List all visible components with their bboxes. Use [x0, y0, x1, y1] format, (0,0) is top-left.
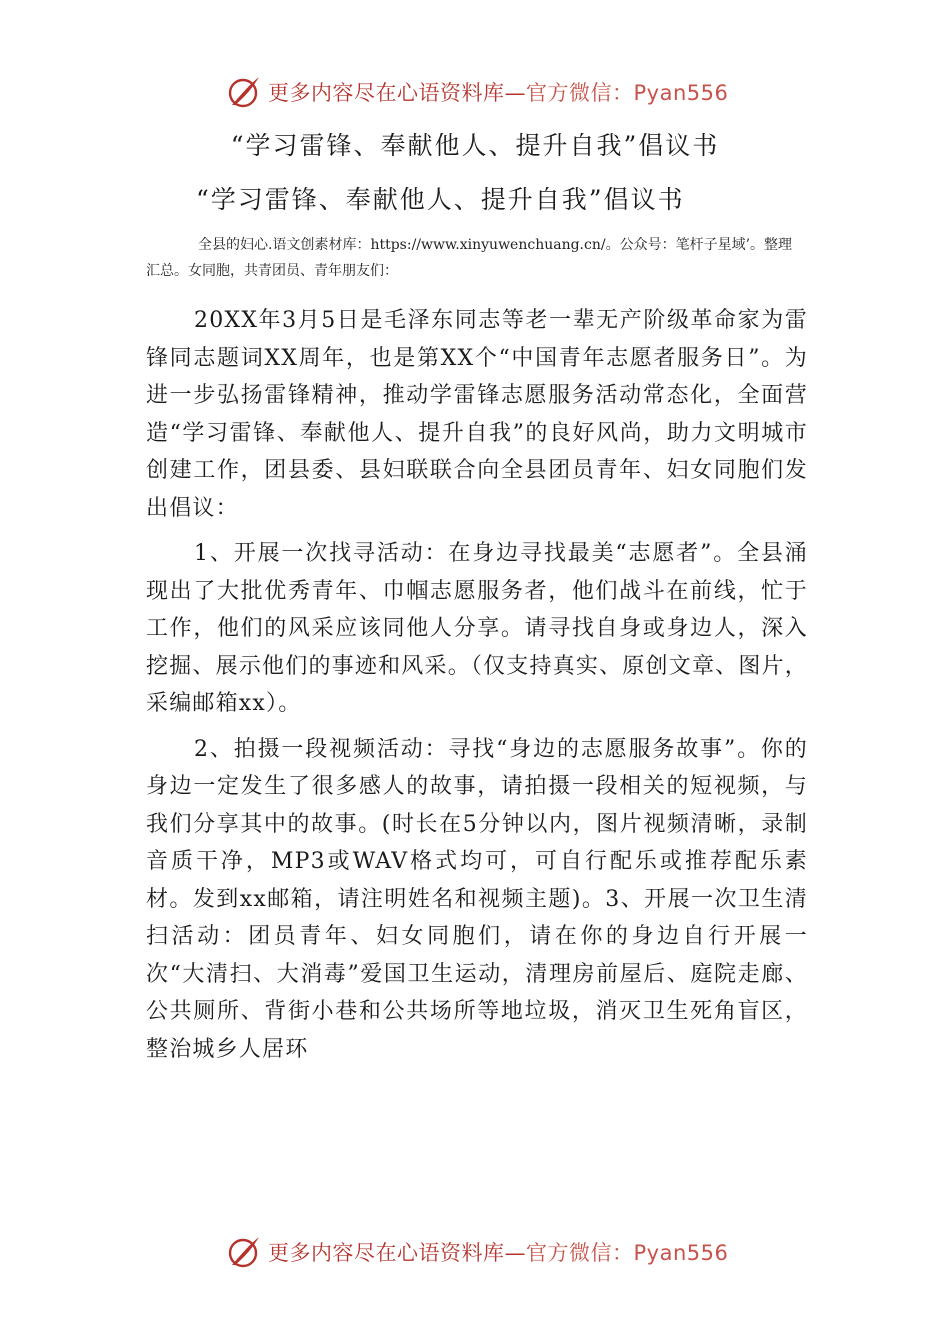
footer-banner	[226, 1232, 746, 1272]
banner-text: 更多内容尽在心语资料库—官方微信：Pyan556	[268, 1241, 729, 1265]
banner-text: 更多内容尽在心语资料库—官方微信：Pyan556	[268, 81, 729, 105]
document-title-secondary: “学习雷锋、奉献他人、提升自我”倡议书	[196, 185, 685, 214]
document-title-primary: “学习雷锋、奉献他人、提升自我”倡议书	[230, 131, 720, 160]
document-body	[146, 302, 808, 1076]
body-paragraph: 2、拍摄一段视频活动：寻找“身边的志愿服务故事”。你的身边一定发生了很多感人的故事，请拍摄一段相关的短视频，与我们分享其中的故事。(时长在5分钟以内，图片视频清晰，录制音质干净，MP3或WAV格式均可，可自行配乐或推荐配乐素材。发到xx邮箱，请注明姓名和视频主题)。3、开展一次卫生清扫活动：团员青年、妇女同胞们，请在你的身边自行开展一次“大清扫、大消毒”爱国卫生运动，清理房前屋后、庭院走廊、公共厕所、背街小巷和公共场所等地垃圾，消灭卫生死角盲区，整治城乡人居环	[146, 736, 808, 1062]
header-banner	[226, 72, 746, 112]
body-paragraph: 20XX年3月5日是毛泽东同志等老一辈无产阶级革命家为雷锋同志题词XX周年，也是第XX个“中国青年志愿者服务日”。为进一步弘扬雷锋精神，推动学雷锋志愿服务活动常态化，全面营造“学习雷锋、奉献他人、提升自我”的良好风尚，助力文明城市创建工作，团县委、县妇联联合向全县团员青年、妇女同胞们发出倡议：	[146, 308, 808, 521]
quill-logo-icon	[226, 1234, 262, 1270]
quill-logo-icon	[226, 74, 262, 110]
body-paragraph: 1、开展一次找寻活动：在身边寻找最美“志愿者”。全县涌现出了大批优秀青年、巾帼志愿服务者，他们战斗在前线，忙于工作，他们的风采应该同他人分享。请寻找自身或身边人，深入挖掘、展示他们的事迹和风采。（仅支持真实、原创文章、图片，采编邮箱xx）。	[146, 541, 808, 716]
intro-paragraph: 全县的妇心.语文创素材库：https://www.xinyuwenchuang.cn/。公众号：笔杆子星域’。整理汇总。女同胞，共青团员、青年朋友们：	[146, 237, 793, 279]
